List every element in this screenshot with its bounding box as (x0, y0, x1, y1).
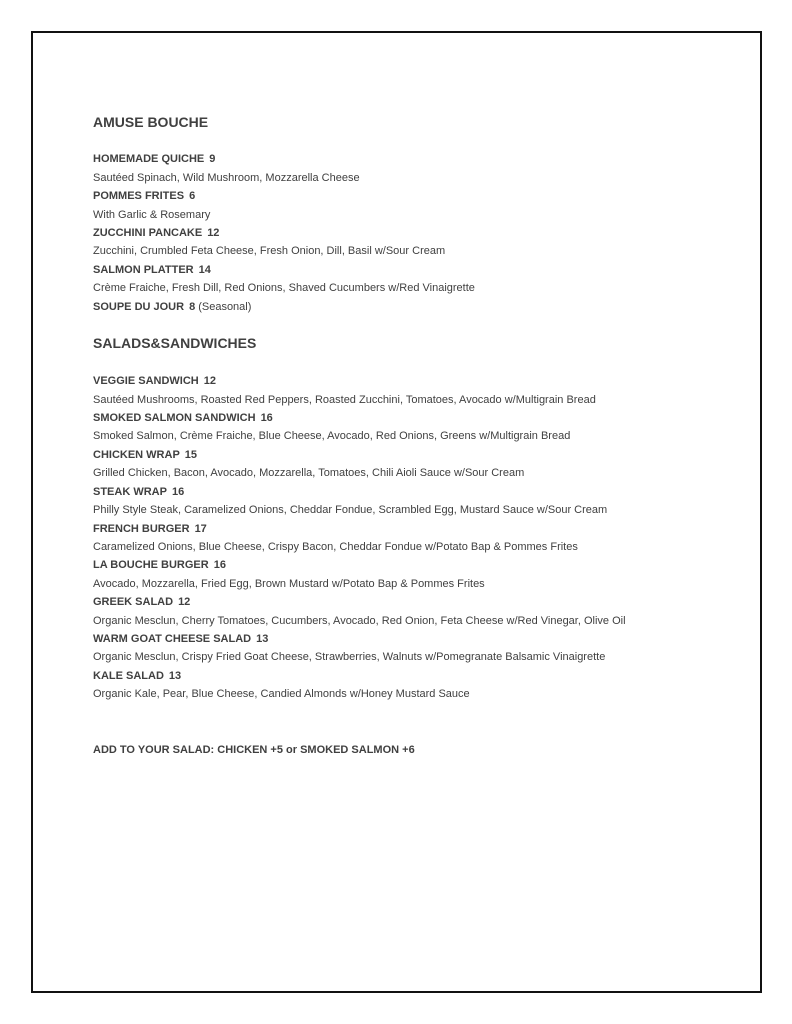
item-price: 15 (184, 449, 198, 461)
menu-item-veggie-sandwich (93, 375, 216, 388)
item-name: WARM GOAT CHEESE SALAD (93, 633, 252, 645)
item-description: With Garlic & Rosemary (93, 209, 211, 221)
item-price: 17 (194, 523, 207, 535)
item-name: STEAK WRAP (93, 486, 167, 498)
item-description: Sautéed Spinach, Wild Mushroom, Mozzarella Cheese (93, 172, 360, 184)
section-title-amuse-bouche: AMUSE BOUCHE (93, 114, 209, 130)
item-name: FRENCH BURGER (93, 523, 190, 535)
menu-item-french-burger (93, 523, 207, 536)
item-description: Grilled Chicken, Bacon, Avocado, Mozzarella, Tomatoes, Chili Aioli Sauce w/Sour Cream (93, 467, 525, 479)
item-price: 8 (189, 301, 196, 313)
menu-item-steak-wrap (93, 486, 184, 499)
item-name: SMOKED SALMON SANDWICH (93, 412, 256, 424)
salad-addon-note: ADD TO YOUR SALAD: CHICKEN +5 or SMOKED SALMON +6 (93, 744, 415, 756)
item-price: 12 (178, 596, 191, 608)
menu-item-soupe-du-jour (93, 301, 251, 314)
item-description: Smoked Salmon, Crème Fraiche, Blue Cheese, Avocado, Red Onions, Greens w/Multigrain Bread (93, 430, 571, 442)
menu-item-chicken-wrap (93, 449, 197, 462)
item-price: 12 (207, 227, 220, 239)
item-price: 6 (189, 190, 196, 202)
item-name: SALMON PLATTER (93, 264, 194, 276)
item-price: 13 (256, 633, 269, 645)
item-price: 16 (260, 412, 273, 424)
menu-item-zucchini-pancake (93, 227, 219, 240)
item-price: 12 (203, 375, 216, 387)
item-description: Organic Mesclun, Cherry Tomatoes, Cucumbers, Avocado, Red Onion, Feta Cheese w/Red Vinegar, Olive Oil (93, 615, 626, 627)
menu-item-salmon-platter (93, 264, 211, 277)
item-description: Crème Fraiche, Fresh Dill, Red Onions, Shaved Cucumbers w/Red Vinaigrette (93, 282, 475, 294)
item-description: Zucchini, Crumbled Feta Cheese, Fresh Onion, Dill, Basil w/Sour Cream (93, 245, 446, 257)
section-title-salads-sandwiches: SALADS&SANDWICHES (93, 335, 257, 351)
menu-item-pommes-frites (93, 190, 195, 203)
item-name: KALE SALAD (93, 670, 164, 682)
item-description: Philly Style Steak, Caramelized Onions, Cheddar Fondue, Scrambled Egg, Mustard Sauce w/Sour Cream (93, 504, 608, 516)
item-price: 16 (213, 559, 226, 571)
item-description: Sautéed Mushrooms, Roasted Red Peppers, Roasted Zucchini, Tomatoes, Avocado w/Multigrain Bread (93, 394, 596, 406)
menu-item-smoked-salmon-sandwich (93, 412, 273, 425)
item-description: Avocado, Mozzarella, Fried Egg, Brown Mustard w/Potato Bap & Pommes Frites (93, 578, 485, 590)
menu-item-kale-salad (93, 670, 181, 683)
item-price: 13 (168, 670, 182, 682)
menu-item-warm-goat-cheese-salad (93, 633, 268, 646)
item-name: ZUCCHINI PANCAKE (93, 227, 203, 239)
item-name: GREEK SALAD (93, 596, 174, 608)
menu-item-homemade-quiche (93, 153, 215, 166)
item-description: Caramelized Onions, Blue Cheese, Crispy Bacon, Cheddar Fondue w/Potato Bap & Pommes Frites (93, 541, 578, 553)
menu-item-greek-salad (93, 596, 190, 609)
menu-item-la-bouche-burger (93, 559, 226, 572)
item-price: 16 (171, 486, 185, 498)
item-note: (Seasonal) (198, 301, 252, 313)
item-description: Organic Kale, Pear, Blue Cheese, Candied Almonds w/Honey Mustard Sauce (93, 688, 470, 700)
item-name: CHICKEN WRAP (93, 449, 180, 461)
item-name: SOUPE DU JOUR (93, 301, 185, 313)
item-name: VEGGIE SANDWICH (93, 375, 199, 387)
item-price: 14 (198, 264, 211, 276)
item-name: LA BOUCHE BURGER (93, 559, 209, 571)
item-description: Organic Mesclun, Crispy Fried Goat Cheese, Strawberries, Walnuts w/Pomegranate Balsamic Vinaigrette (93, 651, 606, 663)
item-price: 9 (209, 153, 216, 165)
item-name: HOMEMADE QUICHE (93, 153, 205, 165)
item-name: POMMES FRITES (93, 190, 185, 202)
